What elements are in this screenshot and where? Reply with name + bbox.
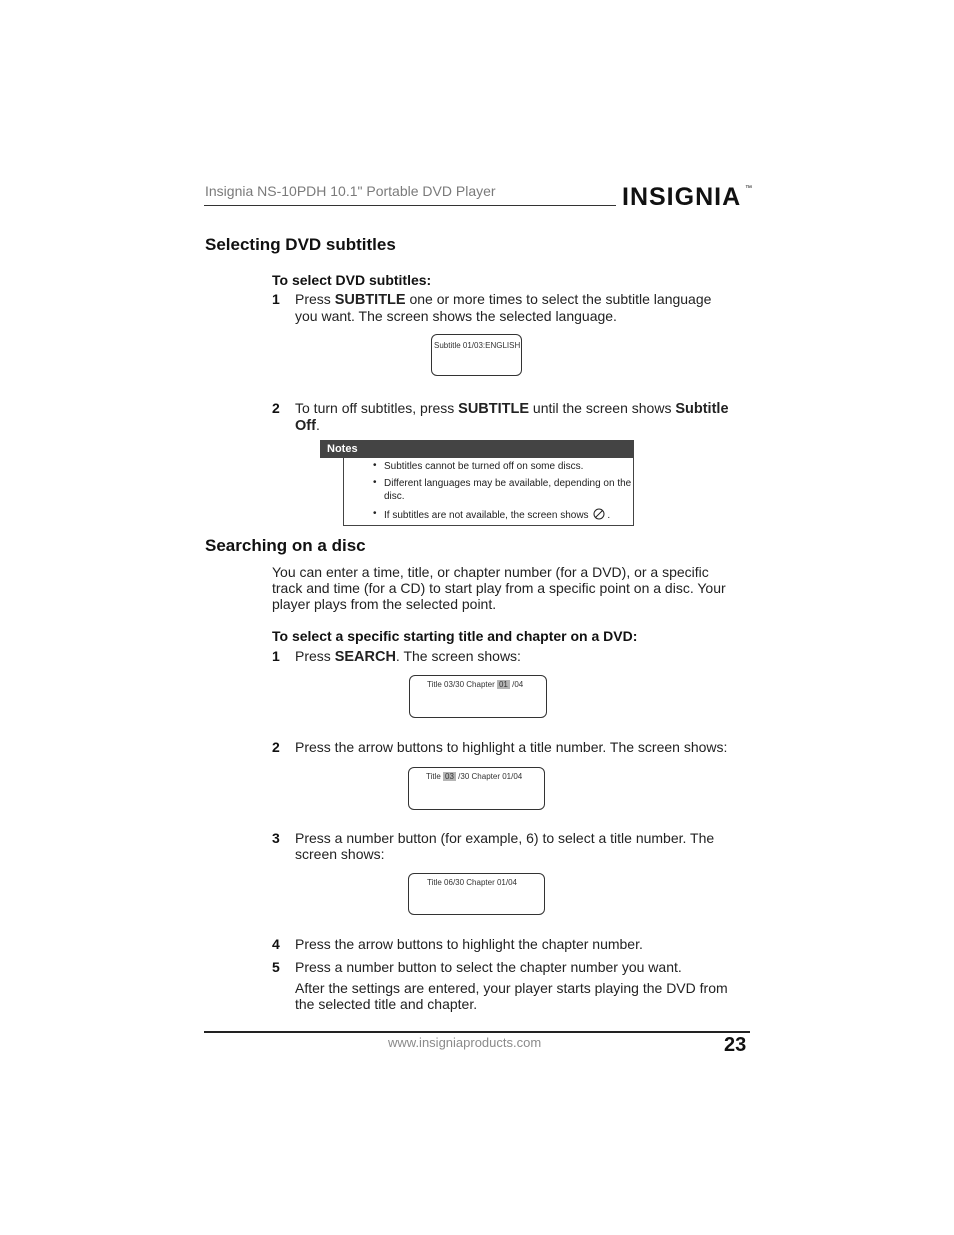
step-number: 4 — [272, 936, 280, 952]
key-label: SUBTITLE — [458, 401, 530, 417]
step-number: 2 — [272, 400, 280, 416]
procedure-heading-subtitles: To select DVD subtitles: — [272, 272, 432, 288]
note-item: disc. — [384, 491, 405, 502]
logo-wordmark: INSIGNIA — [622, 183, 742, 211]
intro-paragraph: You can enter a time, title, or chapter number (for a DVD), or a specific track and time (for a CD) to start play from a specific point on a disc. Your player plays from the selected point. — [272, 564, 726, 612]
osd-screen-search — [409, 675, 547, 718]
osd-screen-title-highlight — [408, 767, 545, 810]
running-header: Insignia NS-10PDH 10.1" Portable DVD Player — [205, 183, 496, 199]
osd-screen-title-entered — [408, 873, 545, 915]
prohibited-icon — [593, 508, 605, 520]
step-number: 1 — [272, 648, 280, 664]
step-number: 1 — [272, 291, 280, 307]
osd-text: Subtitle 01/03:ENGLISH — [434, 341, 521, 350]
key-label: SEARCH — [334, 649, 396, 665]
section-heading-subtitles: Selecting DVD subtitles — [205, 235, 396, 254]
header-rule — [204, 205, 616, 206]
step-text: Press the arrow buttons to highlight the chapter number. — [295, 936, 643, 952]
footer-rule — [204, 1031, 750, 1033]
step-number: 2 — [272, 739, 280, 755]
step-text: To turn off subtitles, press SUBTITLE until the screen shows Subtitle Off. — [295, 400, 729, 434]
step-text: Press SUBTITLE one or more times to select the subtitle language you want. The screen shows the selected language. — [295, 291, 712, 324]
procedure-heading-search: To select a specific starting title and chapter on a DVD: — [272, 628, 638, 644]
osd-text: Title 03 /30 Chapter 01/04 — [426, 772, 523, 781]
step-number: 5 — [272, 959, 280, 975]
section-heading-search: Searching on a disc — [205, 536, 366, 555]
osd-text: Title 03/30 Chapter 01 /04 — [427, 680, 524, 689]
note-item: If subtitles are not available, the screen shows . — [384, 510, 611, 521]
step-text: Press the arrow buttons to highlight a title number. The screen shows: — [295, 739, 728, 755]
step-text: Press a number button (for example, 6) to select a title number. The screen shows: — [295, 830, 715, 862]
note-item: Subtitles cannot be turned off on some discs. — [384, 461, 584, 472]
step-number: 3 — [272, 830, 280, 846]
page-number: 23 — [724, 1034, 747, 1056]
closing-paragraph: After the settings are entered, your player starts playing the DVD from the selected title and chapter. — [295, 980, 728, 1012]
step-text: Press a number button to select the chapter number you want. — [295, 959, 682, 975]
footer-url[interactable]: www.insigniaproducts.com — [388, 1035, 542, 1050]
notes-box: • Subtitles cannot be turned off on some discs. • Different languages may be available, depending on the disc. • If subtitles are not available, the screen shows . — [343, 458, 634, 526]
notes-label: Notes — [320, 440, 634, 458]
insignia-logo — [622, 178, 752, 214]
note-item: Different languages may be available, depending on the — [384, 478, 632, 489]
logo-trademark: ™ — [745, 185, 752, 192]
osd-screen-subtitle — [431, 334, 522, 376]
key-label: SUBTITLE — [334, 292, 406, 308]
step-text: Press SEARCH. The screen shows: — [295, 648, 521, 665]
osd-text: Title 06/30 Chapter 01/04 — [427, 878, 517, 887]
